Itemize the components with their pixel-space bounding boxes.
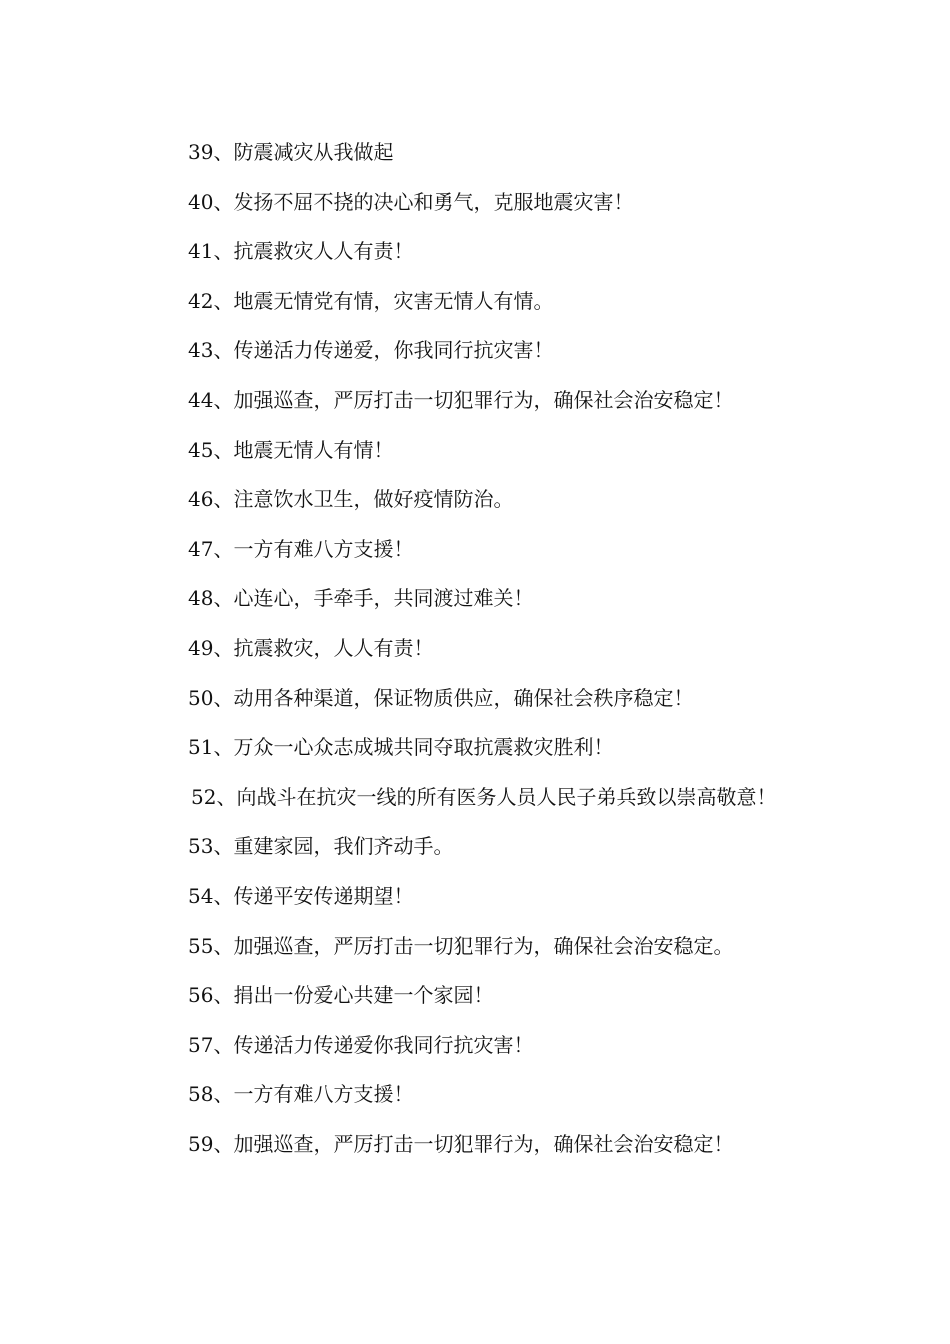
slogan-item: 52、向战斗在抗灾一线的所有医务人员人民子弟兵致以崇高敬意！ [191, 784, 777, 809]
slogan-item: 57、传递活力传递爱你我同行抗灾害！ [188, 1032, 534, 1057]
slogan-item: 43、传递活力传递爱，你我同行抗灾害！ [188, 338, 554, 363]
slogan-item: 55、加强巡查，严厉打击一切犯罪行为，确保社会治安稳定。 [188, 933, 734, 958]
slogan-item: 42、地震无情党有情，灾害无情人有情。 [188, 288, 554, 313]
slogan-item: 56、捐出一份爱心共建一个家园！ [188, 983, 494, 1008]
slogan-item: 58、一方有难八方支援！ [188, 1082, 414, 1107]
slogan-item: 48、心连心，手牵手，共同渡过难关！ [188, 586, 534, 611]
slogan-item: 47、一方有难八方支援！ [188, 536, 414, 561]
slogan-item: 46、注意饮水卫生，做好疫情防治。 [188, 487, 514, 512]
slogan-item: 53、重建家园，我们齐动手。 [188, 834, 454, 859]
slogan-item: 54、传递平安传递期望！ [188, 883, 414, 908]
slogan-item: 51、万众一心众志成城共同夺取抗震救灾胜利！ [188, 735, 614, 760]
slogan-item: 59、加强巡查，严厉打击一切犯罪行为，确保社会治安稳定！ [188, 1131, 734, 1156]
slogan-item: 50、动用各种渠道，保证物质供应，确保社会秩序稳定！ [188, 685, 694, 710]
slogan-list [145, 128, 815, 1169]
slogan-item: 39、防震减灾从我做起 [188, 140, 394, 164]
slogan-item: 44、加强巡查，严厉打击一切犯罪行为，确保社会治安稳定！ [188, 387, 734, 412]
slogan-item: 41、抗震救灾人人有责！ [188, 239, 414, 264]
slogan-item: 45、地震无情人有情！ [188, 437, 394, 462]
slogan-item: 40、发扬不屈不挠的决心和勇气，克服地震灾害！ [188, 189, 634, 214]
slogan-item: 49、抗震救灾，人人有责！ [188, 635, 434, 660]
